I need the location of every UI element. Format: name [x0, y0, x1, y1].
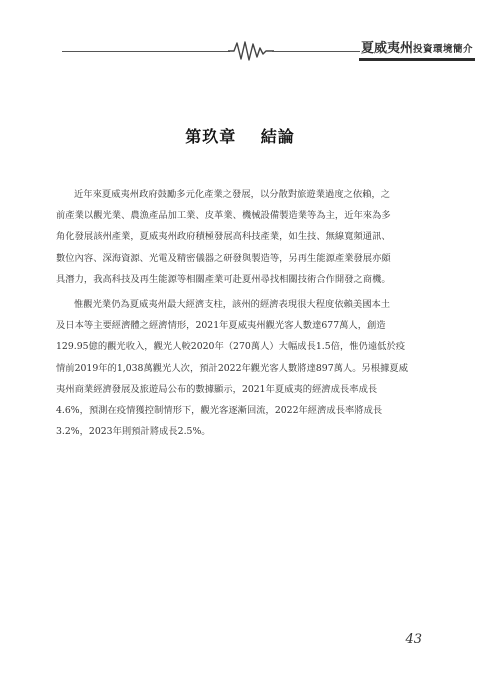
text-line: 具潛力，我高科技及再生能源等相關產業可赴夏州尋找相關技術合作開發之商機。: [56, 273, 391, 285]
chapter-title: 第玖章 結論: [185, 127, 295, 146]
text-line: 前產業以觀光業、農漁產品加工業、皮革業、機械設備製造業等為主，近年來為多: [56, 210, 391, 222]
text-line: 4.6%，預測在疫情獲控制情形下，觀光客逐漸回流，2022年經濟成長率將成長: [56, 404, 383, 416]
text-line: 情前2019年的1,038萬觀光人次，預計2022年觀光客人數將達897萬人。另根據夏威: [56, 362, 408, 374]
text-line: 近年來夏威夷州政府鼓勵多元化產業之發展，以分散對旅遊業過度之依賴，之: [74, 189, 391, 200]
header-title-sub: 投資環境簡介: [413, 44, 474, 55]
header-title: [359, 40, 475, 61]
body-text: [56, 184, 412, 442]
running-header: [62, 34, 474, 62]
heartbeat-pulse-icon: [228, 40, 274, 62]
header-rule-left: [62, 51, 230, 52]
text-line: 129.95億的觀光收入，觀光人較2020年（270萬人）大幅成長1.5倍，惟仍遠低於疫: [56, 341, 406, 353]
text-line: 及日本等主要經濟體之經濟情形，2021年夏威夷州觀光客人數達677萬人，創造: [56, 320, 386, 332]
header-title-main: 夏威夷州: [361, 41, 414, 56]
text-line: 夷州商業經濟發展及旅遊局公布的數據顯示，2021年夏威夷的經濟成長率成長: [56, 383, 378, 395]
text-line: 數位內容、深海資源、光電及精密儀器之研發與製造等，另再生能源產業發展亦頗: [56, 252, 391, 264]
paragraph: [56, 294, 412, 442]
page-number: 43: [405, 632, 422, 647]
header-rule-right: [272, 51, 360, 52]
text-line: 3.2%，2023年則預計將成長2.5%。: [56, 426, 211, 438]
text-line: 角化發展該州產業，夏威夷州政府積極發展高科技產業，如生技、無線寬頻通訊、: [56, 231, 391, 243]
paragraph: [56, 184, 412, 290]
text-line: 惟觀光業仍為夏威夷州最大經濟支柱，該州的經濟表現很大程度依賴美國本土: [74, 298, 391, 310]
